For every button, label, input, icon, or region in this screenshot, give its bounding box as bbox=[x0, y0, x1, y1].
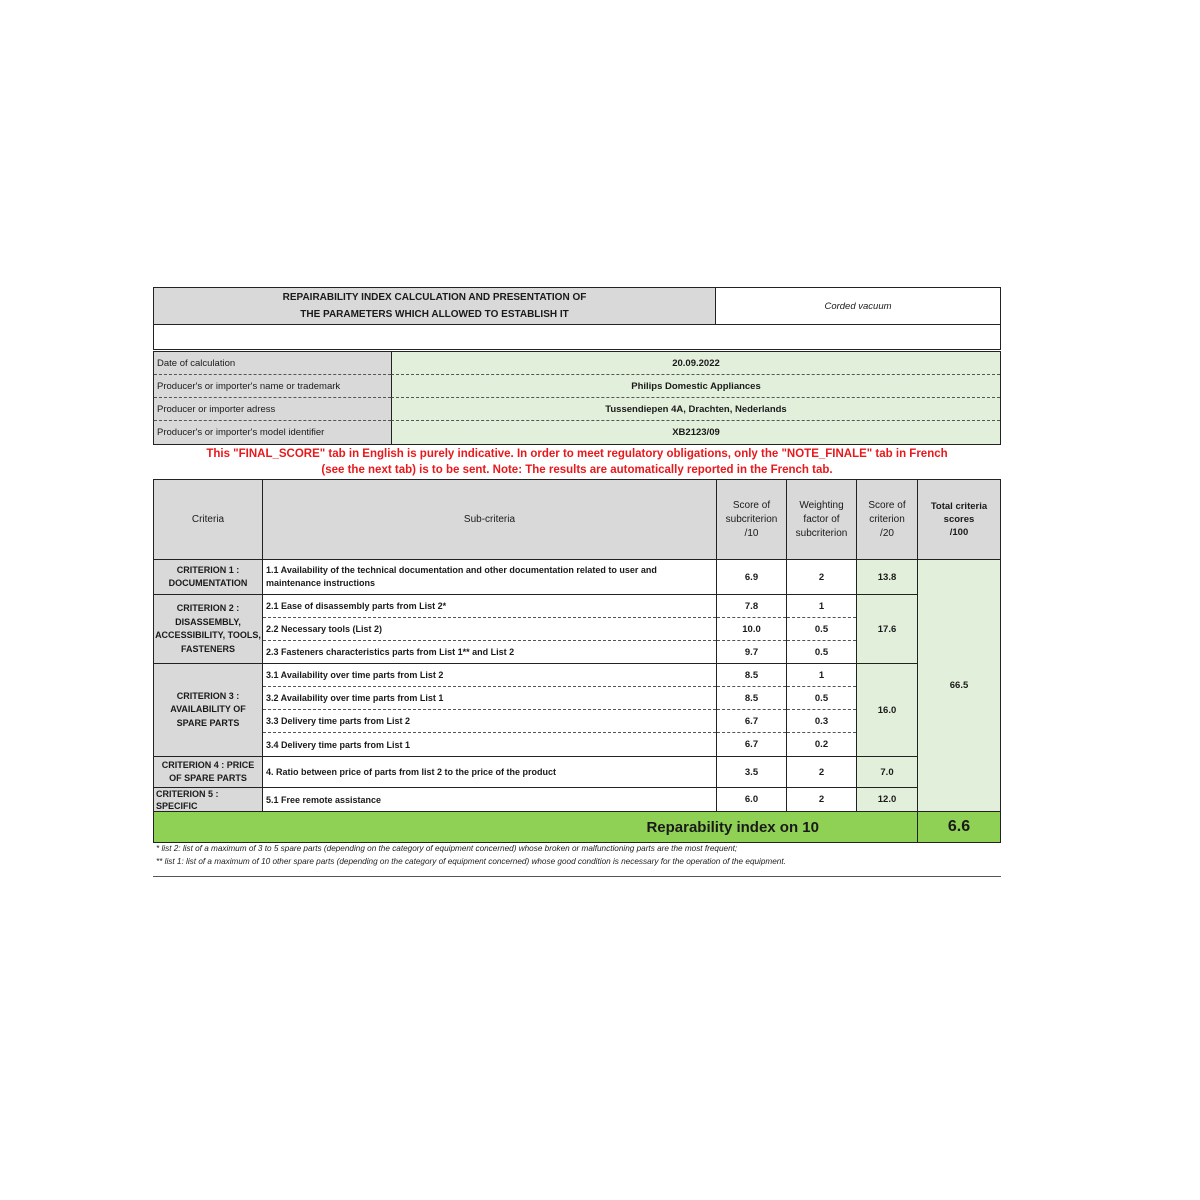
weight-2-1: 1 bbox=[787, 595, 856, 618]
warning-line-1: This "FINAL_SCORE" tab in English is purely indicative. In order to meet regulatory obligations, only the "NOTE_FINALE" tab in French bbox=[206, 448, 948, 460]
criterion-4-score: 7.0 bbox=[856, 756, 918, 788]
criterion-2-label bbox=[153, 594, 263, 664]
criterion-3-score: 16.0 bbox=[856, 663, 918, 757]
header-score-crit-l1: Score of bbox=[868, 499, 906, 511]
criterion-4-l2: OF SPARE PARTS bbox=[169, 773, 247, 783]
header-total-l2: scores bbox=[943, 514, 975, 525]
criterion-5-score: 12.0 bbox=[856, 787, 918, 812]
subcriterion-3-3: 3.3 Delivery time parts from List 2 bbox=[263, 710, 716, 733]
weight-2-3: 0.5 bbox=[814, 646, 829, 658]
subcriterion-1-1-l1: 1.1 Availability of the technical documentation and other documentation related to user and bbox=[266, 565, 657, 575]
weight-1-1: 2 bbox=[786, 559, 857, 595]
score-3-4: 6.7 bbox=[744, 739, 759, 750]
score-5-1: 6.0 bbox=[716, 787, 787, 812]
criterion-3-l2: AVAILABILITY OF bbox=[170, 704, 246, 715]
info-label-address: Producer or importer adress bbox=[154, 398, 391, 421]
info-label-model: Producer's or importer's model identifier bbox=[154, 421, 391, 444]
info-value-model: XB2123/09 bbox=[391, 421, 1000, 444]
score-2-1: 7.8 bbox=[717, 595, 786, 618]
criterion-5-l1: CRITERION 5 : SPECIFIC bbox=[156, 789, 219, 811]
criterion-1-l1: CRITERION 1 : bbox=[176, 565, 240, 575]
score-4: 3.5 bbox=[716, 756, 787, 788]
subcriterion-4: 4. Ratio between price of parts from list 2 to the price of the product bbox=[262, 756, 717, 788]
header-score-sub-l3: /10 bbox=[744, 527, 759, 539]
header-total-l3: /100 bbox=[949, 527, 969, 538]
subcriterion-2-3: 2.3 Fasteners characteristics parts from List 1** and List 2 bbox=[266, 647, 515, 657]
criterion-2-l3: ACCESSIBILITY, TOOLS, bbox=[155, 630, 261, 640]
weight-3-3: 0.3 bbox=[787, 710, 856, 733]
subcriterion-3-1: 3.1 Availability over time parts from List 2 bbox=[263, 664, 716, 687]
weight-3-1: 1 bbox=[787, 664, 856, 687]
subcriterion-5-1: 5.1 Free remote assistance bbox=[262, 787, 717, 812]
header-weighting-l2: factor of bbox=[803, 513, 840, 525]
header-score-crit-l2: criterion bbox=[869, 513, 905, 525]
subcriterion-1-1 bbox=[262, 559, 717, 595]
criterion-3-label bbox=[153, 663, 263, 757]
sheet-title bbox=[153, 287, 716, 325]
footnote-list-2: * list 2: list of a maximum of 3 to 5 spare parts (depending on the category of equipment concerned) whose broken or malfunctioning parts are the most frequent; bbox=[156, 844, 738, 853]
weight-3-4: 0.2 bbox=[814, 739, 829, 750]
criterion-4-label bbox=[153, 756, 263, 788]
criterion-2-l4: FASTENERS bbox=[180, 643, 235, 654]
subcriterion-2-1: 2.1 Ease of disassembly parts from List 2* bbox=[263, 595, 716, 618]
score-3-3: 6.7 bbox=[717, 710, 786, 733]
info-value-name: Philips Domestic Appliances bbox=[391, 375, 1000, 398]
criterion-2-l1: CRITERION 2 : bbox=[176, 603, 240, 613]
title-line-1: REPAIRABILITY INDEX CALCULATION AND PRESENTATION OF bbox=[282, 292, 587, 303]
footnote-list-1: ** list 1: list of a maximum of 10 other spare parts (depending on the category of equipment concerned) whose good condition is necessary for the operation of the equipment. bbox=[156, 857, 786, 866]
criterion-1-score: 13.8 bbox=[856, 559, 918, 595]
criterion-4-l1: CRITERION 4 : PRICE bbox=[161, 760, 255, 770]
header-weighting-l1: Weighting bbox=[799, 499, 844, 511]
criterion-3-l3: SPARE PARTS bbox=[176, 717, 240, 728]
score-2-2: 10.0 bbox=[717, 618, 786, 641]
spacer-row bbox=[153, 324, 1001, 350]
header-score-sub-l1: Score of bbox=[732, 499, 771, 511]
score-3-2: 8.5 bbox=[717, 687, 786, 710]
score-2-3: 9.7 bbox=[744, 646, 759, 658]
subcriterion-3-2: 3.2 Availability over time parts from List 1 bbox=[263, 687, 716, 710]
header-score-crit bbox=[856, 479, 918, 560]
info-value-date: 20.09.2022 bbox=[391, 352, 1000, 375]
info-label-date: Date of calculation bbox=[154, 352, 391, 375]
score-1-1: 6.9 bbox=[716, 559, 787, 595]
product-type: Corded vacuum bbox=[715, 287, 1001, 325]
header-score-sub-l2: subcriterion bbox=[725, 513, 778, 525]
criterion-5-label bbox=[153, 787, 263, 812]
warning-line-2: (see the next tab) is to be sent. Note: The results are automatically reported in the French tab. bbox=[321, 464, 833, 476]
subcriterion-2-2: 2.2 Necessary tools (List 2) bbox=[263, 618, 716, 641]
header-score-crit-l3: /20 bbox=[880, 527, 894, 539]
header-total bbox=[917, 479, 1001, 560]
bottom-rule bbox=[153, 876, 1001, 877]
info-value-address: Tussendiepen 4A, Drachten, Nederlands bbox=[391, 398, 1000, 421]
reparability-index-label: Reparability index on 10 bbox=[153, 811, 918, 843]
title-line-2: THE PARAMETERS WHICH ALLOWED TO ESTABLISH IT bbox=[300, 309, 569, 320]
header-weighting bbox=[786, 479, 857, 560]
header-weighting-l3: subcriterion bbox=[795, 527, 848, 539]
weight-5-1: 2 bbox=[786, 787, 857, 812]
criterion-2-l2: DISASSEMBLY, bbox=[175, 616, 241, 627]
criterion-3-l1: CRITERION 3 : bbox=[176, 690, 240, 701]
criterion-1-l2: DOCUMENTATION bbox=[168, 578, 248, 588]
score-3-1: 8.5 bbox=[717, 664, 786, 687]
header-total-l1: Total criteria bbox=[930, 501, 988, 512]
weight-3-2: 0.5 bbox=[787, 687, 856, 710]
subcriterion-3-4: 3.4 Delivery time parts from List 1 bbox=[266, 739, 411, 750]
warning-note bbox=[153, 445, 1001, 479]
header-sub-criteria: Sub-criteria bbox=[262, 479, 717, 560]
weight-4: 2 bbox=[786, 756, 857, 788]
reparability-index-value: 6.6 bbox=[917, 811, 1001, 843]
criterion-1-label bbox=[153, 559, 263, 595]
info-label-name: Producer's or importer's name or trademark bbox=[154, 375, 391, 398]
weight-2-2: 0.5 bbox=[787, 618, 856, 641]
header-criteria: Criteria bbox=[153, 479, 263, 560]
total-criteria-score: 66.5 bbox=[917, 559, 1001, 812]
subcriterion-1-1-l2: maintenance instructions bbox=[266, 578, 376, 588]
criterion-2-score: 17.6 bbox=[856, 594, 918, 664]
header-score-sub bbox=[716, 479, 787, 560]
